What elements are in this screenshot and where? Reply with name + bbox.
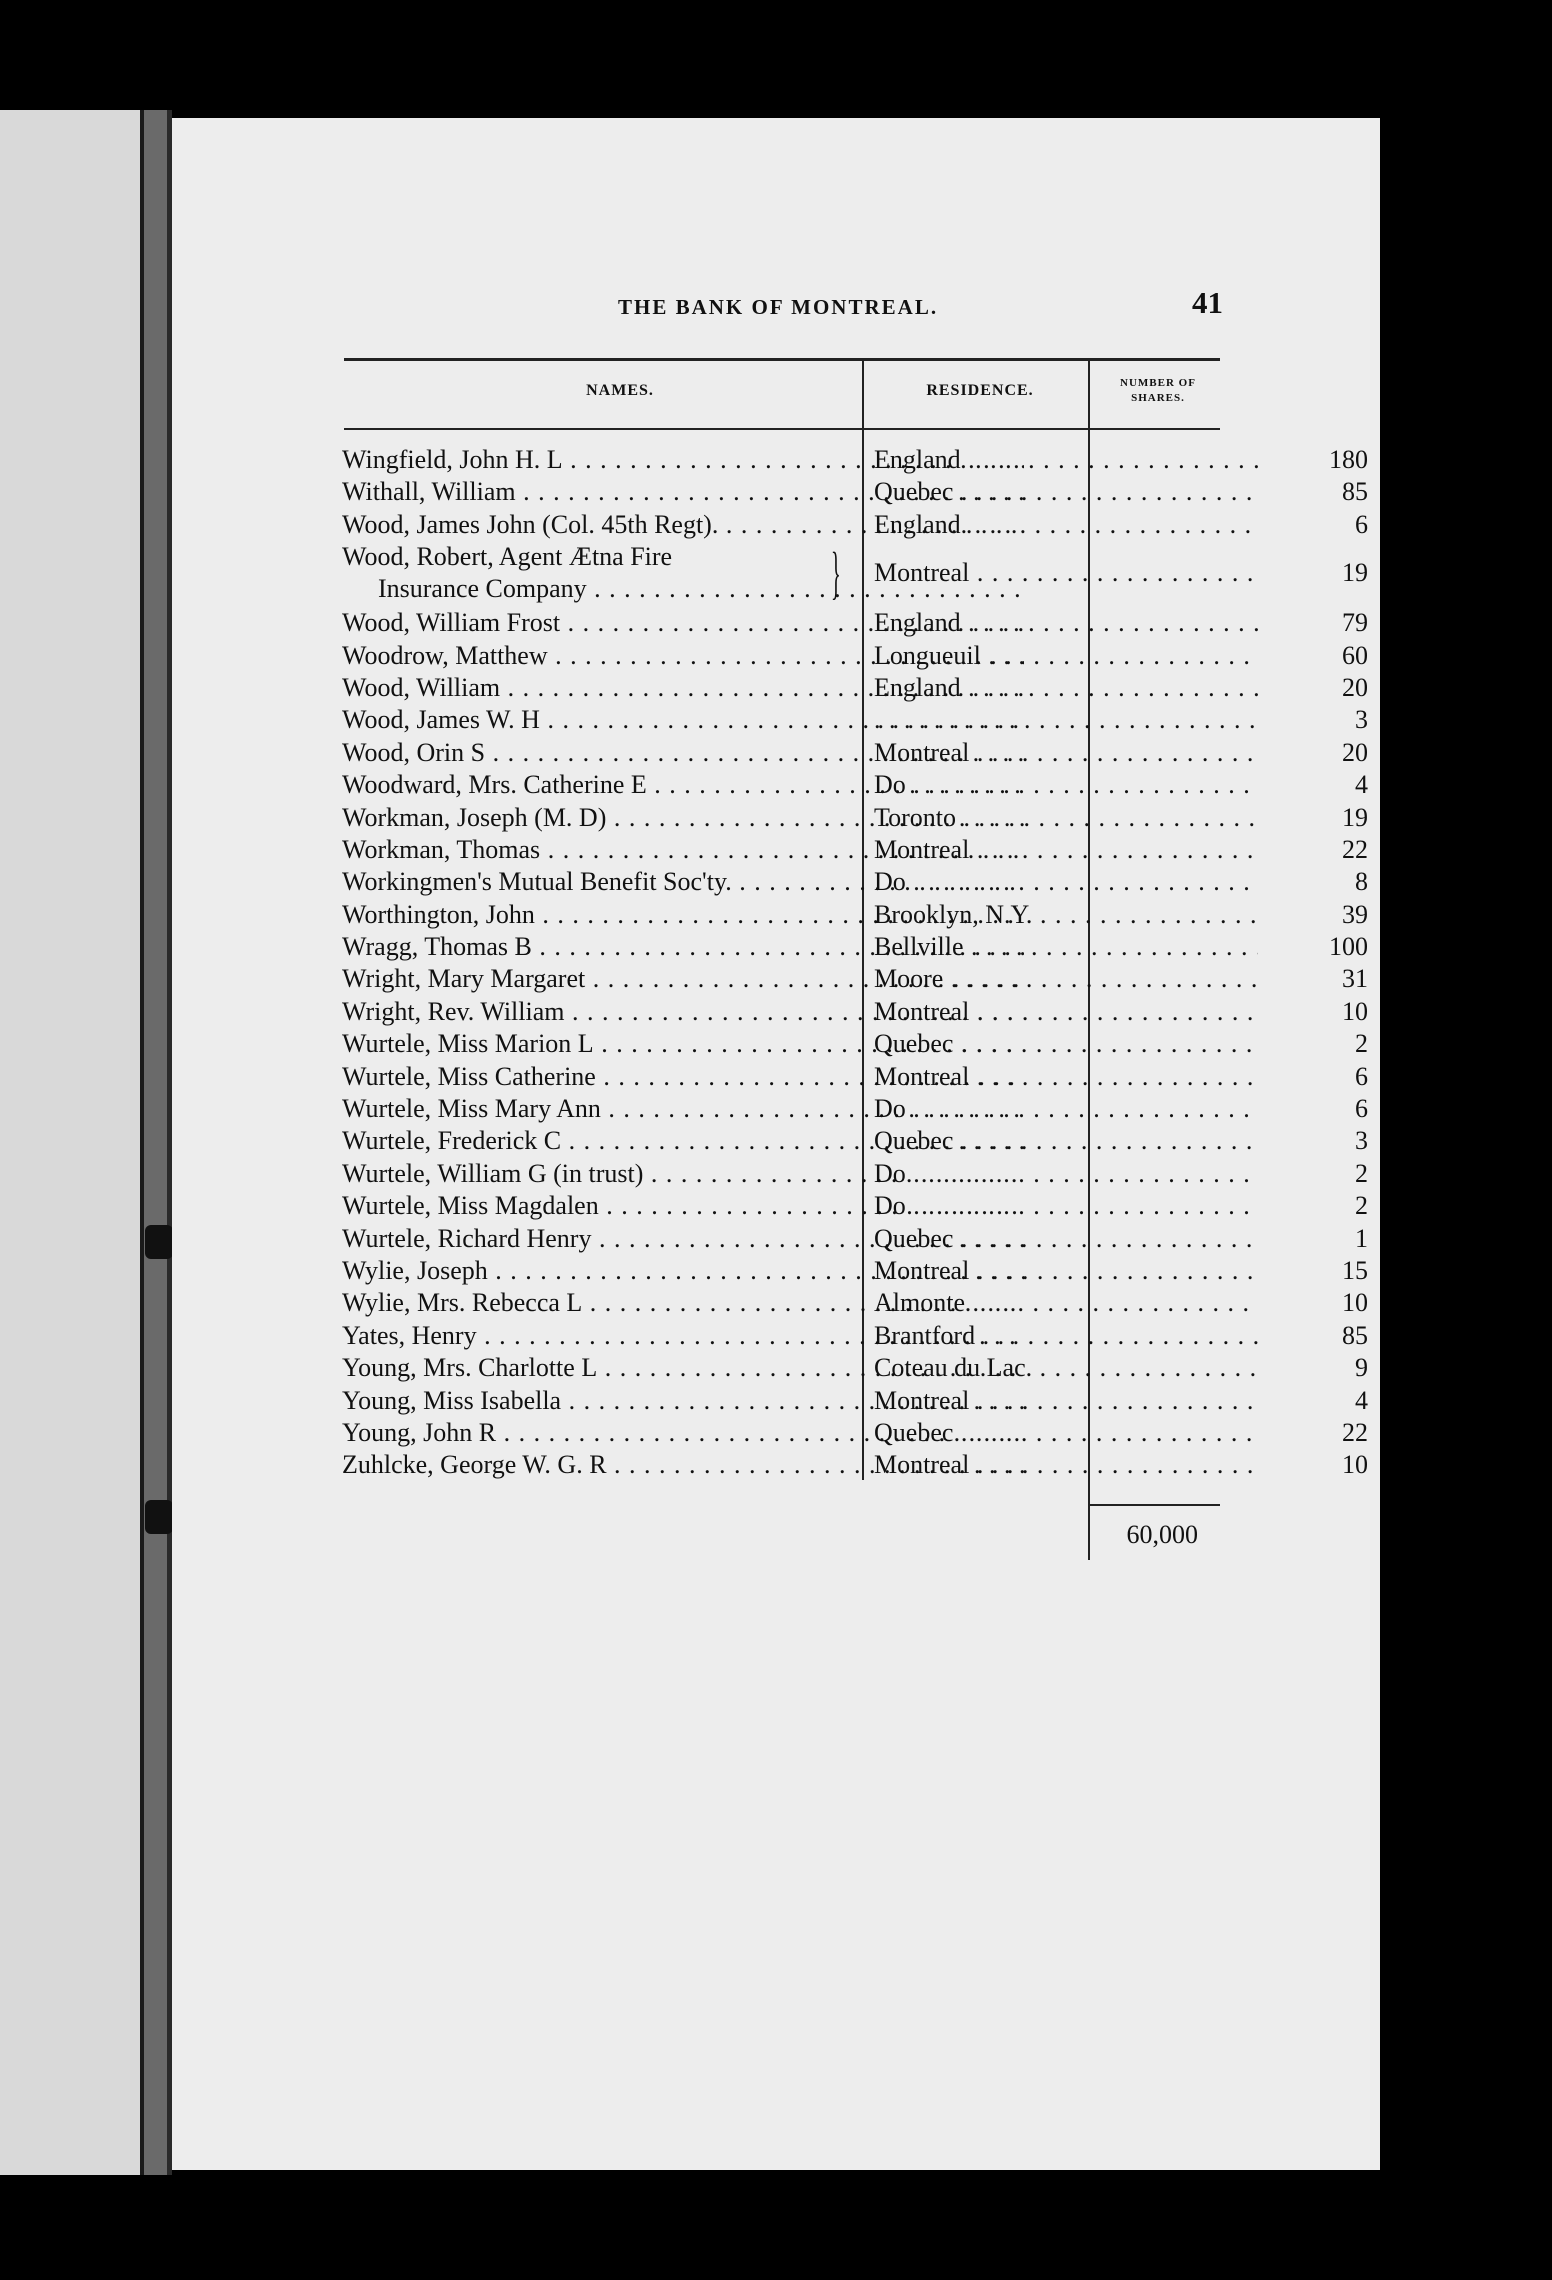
residence-text: Montreal (874, 834, 970, 864)
leader-dots (961, 608, 1258, 637)
shareholder-name-text: Workman, Joseph (M. D) (342, 802, 607, 832)
table-row (172, 963, 1380, 995)
shares: 60 (1342, 640, 1368, 670)
shareholder-list (172, 444, 1380, 1482)
leader-dots (969, 1256, 1258, 1285)
leader-dots (906, 770, 1258, 799)
leader-dots (969, 738, 1258, 767)
residence-text: Montreal (874, 737, 970, 767)
residence (874, 1287, 1258, 1319)
leader-dots (953, 1418, 1258, 1447)
shareholder-name-text: Wylie, Joseph (342, 1255, 488, 1285)
book-binding (140, 110, 172, 2175)
residence (874, 899, 1258, 931)
leader-dots (969, 558, 1258, 587)
residence (874, 557, 1258, 589)
residence (874, 1417, 1258, 1449)
table-row (172, 1223, 1380, 1255)
binding-stitch (145, 1225, 173, 1259)
column-header-shares-line1: NUMBER OF (1120, 377, 1196, 389)
residence (874, 1255, 1258, 1287)
shares: 2 (1355, 1158, 1368, 1188)
column-header-shares-line2: SHARES. (1131, 392, 1185, 404)
shareholder-name-text: Wurtele, Miss Magdalen (342, 1191, 599, 1221)
residence-text: Do (874, 1191, 906, 1221)
shares: 6 (1355, 1094, 1368, 1124)
shareholder-name-text: Wurtele, Miss Marion L (342, 1029, 594, 1059)
shareholder-name-text: Young, John R (342, 1417, 497, 1447)
residence-text: Moore (874, 964, 944, 994)
table-row (172, 996, 1380, 1028)
residence-text: Do (874, 867, 906, 897)
leader-dots (965, 1288, 1258, 1317)
residence (874, 834, 1258, 866)
shares: 180 (1329, 445, 1368, 474)
column-header-shares (1096, 376, 1220, 406)
shareholder-name-text: Woodrow, Matthew (342, 640, 548, 670)
residence-text: Quebec (874, 1417, 954, 1447)
residence-text: Bellville (874, 932, 964, 962)
shareholder-name-text: Zuhlcke, George W. G. R (342, 1450, 607, 1480)
running-title: THE BANK OF MONTREAL. (618, 295, 939, 319)
residence-text: Brantford (874, 1320, 976, 1350)
leader-dots (953, 477, 1258, 506)
leader-dots (874, 705, 1258, 734)
residence (874, 802, 1258, 834)
leader-dots (906, 1191, 1258, 1220)
residence (874, 931, 1258, 963)
residence-text: Quebec (874, 477, 954, 507)
shareholder-name-text: Wright, Mary Margaret (342, 964, 586, 994)
table-row (172, 607, 1380, 639)
total-rule (1090, 1504, 1220, 1506)
shares: 10 (1342, 996, 1368, 1026)
residence-text: Montreal (874, 1255, 970, 1285)
residence-text: Montreal (874, 1061, 970, 1091)
residence-text: Coteau du Lac. (874, 1353, 1033, 1383)
table-row (172, 1125, 1380, 1157)
residence (874, 996, 1258, 1028)
shareholder-name-text: Yates, Henry (342, 1320, 477, 1350)
shares: 79 (1342, 608, 1368, 638)
leader-dots (969, 1386, 1258, 1415)
shares: 9 (1355, 1353, 1368, 1383)
table-row (172, 509, 1380, 541)
leader-dots (906, 867, 1258, 896)
shareholder-name-text: Workingmen's Mutual Benefit Soc'ty. (342, 867, 732, 897)
residence (874, 607, 1258, 639)
residence (874, 444, 1258, 476)
shares: 85 (1342, 477, 1368, 507)
shares: 1 (1355, 1223, 1368, 1253)
residence (874, 1385, 1258, 1417)
residence (874, 1125, 1258, 1157)
shares: 6 (1355, 1061, 1368, 1091)
residence (874, 769, 1258, 801)
residence-text: Quebec (874, 1126, 954, 1156)
residence-text: Montreal (874, 1385, 970, 1415)
shares: 10 (1342, 1288, 1368, 1318)
residence (874, 1028, 1258, 1060)
residence-text: England (874, 445, 961, 474)
shares: 2 (1355, 1191, 1368, 1221)
leader-dots (969, 1450, 1258, 1479)
table-row (172, 802, 1380, 834)
residence-text: Longueuil (874, 640, 981, 670)
table-row (172, 1385, 1380, 1417)
table-row (172, 866, 1380, 898)
leader-dots (969, 1062, 1258, 1091)
residence-text: Do (874, 770, 906, 800)
residence (874, 672, 1258, 704)
shareholder-name-text: Young, Miss Isabella (342, 1385, 562, 1415)
shareholder-name-continuation: Insurance Company (378, 574, 587, 604)
leader-dots (967, 510, 1258, 539)
table-row (172, 672, 1380, 704)
leader-dots (953, 1029, 1258, 1058)
shares: 2 (1355, 1029, 1368, 1059)
shareholder-name-text: Wurtele, William G (in trust) (342, 1158, 644, 1188)
shareholder-name-text: Worthington, John (342, 899, 535, 929)
residence (874, 963, 1258, 995)
shares: 19 (1342, 802, 1368, 832)
column-header-residence: RESIDENCE. (926, 382, 1034, 399)
grouping-brace: } (831, 540, 841, 606)
leader-dots (953, 1126, 1258, 1155)
shares: 15 (1342, 1255, 1368, 1285)
residence (874, 1158, 1258, 1190)
leader-dots (943, 964, 1258, 993)
leader-dots (1032, 1353, 1258, 1382)
shareholder-name-text: Wood, William Frost (342, 608, 561, 638)
table-row (172, 1190, 1380, 1222)
residence-text: Toronto (874, 802, 956, 832)
shares: 20 (1342, 737, 1368, 767)
leader-dots (956, 803, 1258, 832)
table-row (172, 640, 1380, 672)
table-row (172, 931, 1380, 963)
leader-dots (953, 1224, 1258, 1253)
residence-text: Brooklyn, N.Y. (874, 899, 1033, 929)
table-row (172, 1320, 1380, 1352)
shareholder-name-text: Wurtele, Frederick C (342, 1126, 562, 1156)
residence-text: Almonte (874, 1288, 965, 1318)
residence-text: Quebec (874, 1029, 954, 1059)
shares: 39 (1342, 899, 1368, 929)
table-row (172, 769, 1380, 801)
leader-dots (969, 997, 1258, 1026)
residence (874, 1320, 1258, 1352)
shares: 20 (1342, 672, 1368, 702)
shares: 8 (1355, 867, 1368, 897)
shareholder-name-text: Wood, Orin S (342, 737, 486, 767)
leader-dots (975, 1321, 1258, 1350)
table-row (172, 1449, 1380, 1481)
residence-text: Do (874, 1158, 906, 1188)
residence-text: England. (874, 509, 968, 539)
leader-dots (961, 445, 1258, 474)
residence (874, 1223, 1258, 1255)
table-row (172, 1093, 1380, 1125)
shareholder-name-text: Wylie, Mrs. Rebecca L (342, 1288, 583, 1318)
shareholder-name-text: Wragg, Thomas B (342, 932, 532, 962)
residence (874, 1449, 1258, 1481)
residence (874, 640, 1258, 672)
residence-text: England (874, 608, 961, 638)
residence (874, 1352, 1258, 1384)
shareholder-name-text: Wurtele, Richard Henry (342, 1223, 592, 1253)
residence-text: Quebec (874, 1223, 954, 1253)
shares: 4 (1355, 770, 1368, 800)
shareholder-name-text: Wurtele, Miss Catherine (342, 1061, 596, 1091)
shares-total: 60,000 (1126, 1520, 1198, 1549)
shares: 6 (1355, 509, 1368, 539)
residence (874, 1061, 1258, 1093)
residence (874, 1093, 1258, 1125)
table-row (172, 1287, 1380, 1319)
column-header-names: NAMES. (586, 382, 654, 399)
shareholder-name-text: Wood, James W. H (342, 705, 540, 735)
shareholder-name-text: Wurtele, Miss Mary Ann (342, 1094, 601, 1124)
leader-dots (906, 1159, 1258, 1188)
shareholder-name-text: Woodward, Mrs. Catherine E (342, 770, 647, 800)
shares: 31 (1342, 964, 1368, 994)
shares: 22 (1342, 1417, 1368, 1447)
shares: 10 (1342, 1450, 1368, 1480)
residence-text: Montreal (874, 558, 970, 588)
table-row (172, 1255, 1380, 1287)
residence (874, 1190, 1258, 1222)
shareholder-name-text: Wood, William (342, 672, 501, 702)
residence-text: Montreal (874, 1450, 970, 1480)
residence-text: Montreal (874, 996, 970, 1026)
shares: 100 (1329, 932, 1368, 962)
shareholder-name-text: Workman, Thomas (342, 834, 541, 864)
table-row (172, 834, 1380, 866)
leader-dots (1032, 900, 1258, 929)
table-row (172, 1028, 1380, 1060)
table-row (172, 1417, 1380, 1449)
table-row (172, 704, 1380, 736)
table-row (172, 1352, 1380, 1384)
shareholder-name-text: Withall, William (342, 477, 516, 507)
leader-dots (981, 641, 1258, 670)
page-number: 41 (1192, 285, 1223, 320)
residence (874, 476, 1258, 508)
residence (874, 737, 1258, 769)
facing-page-edge (0, 110, 140, 2175)
shares: 19 (1342, 558, 1368, 588)
residence-text: England (874, 672, 961, 702)
shares: 3 (1355, 1126, 1368, 1156)
shares: 4 (1355, 1385, 1368, 1415)
shares: 22 (1342, 834, 1368, 864)
residence (874, 866, 1258, 898)
shareholder-name-text: Wood, James John (Col. 45th Regt). (342, 509, 719, 539)
residence (874, 509, 1258, 541)
table-row (172, 737, 1380, 769)
table-row (172, 476, 1380, 508)
shares: 3 (1355, 705, 1368, 735)
leader-dots (906, 1094, 1258, 1123)
table-row (172, 541, 1380, 607)
table-row (172, 444, 1380, 476)
residence-text: Do (874, 1094, 906, 1124)
residence (874, 704, 1258, 736)
leader-dots (969, 835, 1258, 864)
table-row (172, 899, 1380, 931)
shares: 85 (1342, 1320, 1368, 1350)
shareholder-name-text: Wright, Rev. William (342, 996, 565, 1026)
leader-dots (964, 932, 1258, 961)
table-row (172, 1061, 1380, 1093)
binding-stitch (145, 1500, 173, 1534)
shareholder-name-text: Wood, Robert, Agent Ætna Fire (342, 542, 673, 572)
shareholder-name-text: Young, Mrs. Charlotte L (342, 1353, 598, 1383)
table-row (172, 1158, 1380, 1190)
leader-dots (961, 673, 1258, 702)
shareholder-name-text: Wingfield, John H. L (342, 445, 563, 474)
